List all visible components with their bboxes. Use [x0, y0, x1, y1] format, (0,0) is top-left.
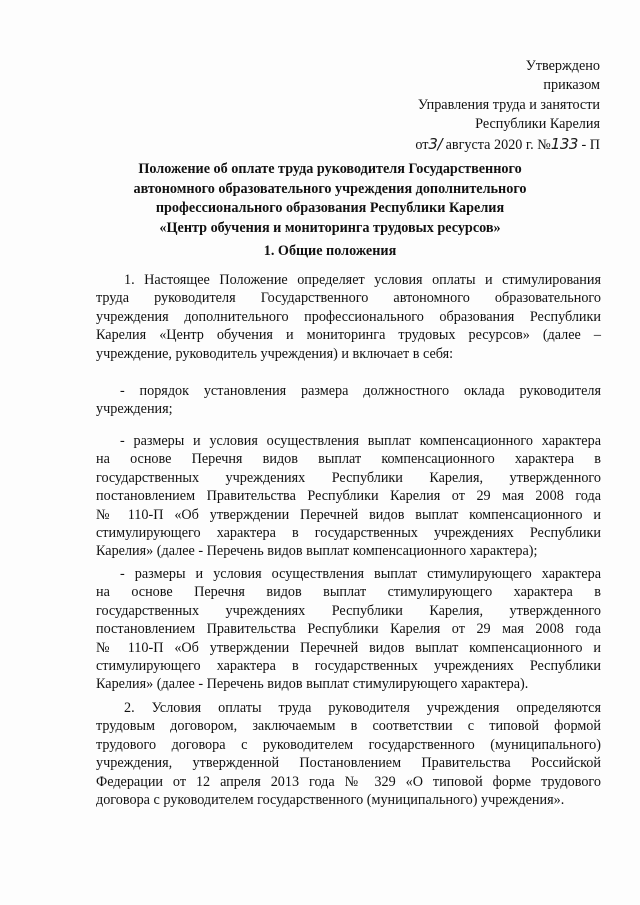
approval-line-order: приказом [543, 77, 600, 94]
paragraph-line: трудовым договором, заключаемым в соответствии с типовой формой [96, 718, 601, 735]
approval-line-date [415, 135, 600, 155]
paragraph-line: государственных учреждениях Республики Карелия, утвержденного [96, 469, 601, 486]
paragraph-line: стимулирующего характера в государственных учреждениях Республики [96, 658, 601, 675]
paragraph-line: учреждения, утвержденной Постановлением Правительства Российской [96, 755, 601, 772]
paragraph-line: Карелия» (далее - Перечень видов выплат компенсационного характера); [96, 543, 538, 560]
paragraph-3 [96, 432, 601, 561]
paragraph-line: на основе Перечня видов выплат стимулирующего характера в [96, 584, 601, 601]
paragraph-1 [96, 271, 601, 363]
paragraph-line: Карелия» (далее - Перечень видов выплат стимулирующего характера). [96, 676, 529, 693]
paragraph-line: учреждение, руководитель учреждения) и включает в себя: [96, 345, 454, 362]
date-prefix: от [415, 136, 429, 153]
paragraph-line: Федерации от 12 апреля 2013 года № 329 «О типовой форме трудового [96, 773, 601, 790]
paragraph-line: на основе Перечня видов выплат компенсационного характера в [96, 451, 601, 468]
date-rest: августа 2020 г. № [442, 136, 551, 153]
paragraph-line: Карелия «Центр обучения и мониторинга трудовых ресурсов» (далее – [96, 327, 601, 344]
section-heading: 1. Общие положения [263, 243, 397, 259]
paragraph-line: труда руководителя Государственного автономного образовательного [96, 290, 601, 307]
paragraph-line: стимулирующего характера в государственных учреждениях Республики [96, 525, 601, 542]
paragraph-line: - размеры и условия осуществления выплат компенсационного характера [120, 433, 601, 449]
paragraph-5 [96, 699, 601, 809]
title-line-2: автономного образовательного учреждения дополнительного [133, 180, 527, 197]
paragraph-line: № 110-П «Об утверждении Перечней видов выплат компенсационного и [96, 639, 601, 656]
paragraph-line: 1. Настоящее Положение определяет условия оплаты и стимулирования [124, 272, 601, 288]
paragraph-line: 2. Условия оплаты труда руководителя учреждения определяются [124, 700, 601, 716]
approval-line-republic: Республики Карелия [475, 116, 600, 133]
paragraph-line: постановлением Правительства Республики Карелия от 29 мая 2008 года [96, 621, 601, 638]
paragraph-4 [96, 565, 601, 694]
paragraph-2 [96, 382, 601, 419]
paragraph-line: договора с руководителем государственного (муниципального) учреждения». [96, 792, 565, 809]
handwritten-day: 3/ [428, 134, 443, 153]
order-suffix: - П [577, 136, 600, 153]
paragraph-line: № 110-П «Об утверждении Перечней видов выплат компенсационного и [96, 506, 601, 523]
approval-line-approved: Утверждено [525, 58, 600, 74]
approval-line-department: Управления труда и занятости [417, 96, 600, 113]
paragraph-line: трудового договора с руководителем государственного (муниципального) [96, 736, 601, 753]
paragraph-line: - размеры и условия осуществления выплат стимулирующего характера [120, 566, 601, 582]
title-line-1: Положение об оплате труда руководителя Государственного [138, 161, 522, 177]
title-line-3: профессионального образования Республики Карелия [155, 200, 505, 216]
paragraph-line: постановлением Правительства Республики Карелия от 29 мая 2008 года [96, 488, 601, 505]
paragraph-line: государственных учреждениях Республики Карелия, утвержденного [96, 602, 601, 619]
handwritten-order-number: 133 [550, 134, 578, 153]
title-line-4: «Центр обучения и мониторинга трудовых ресурсов» [159, 219, 501, 236]
paragraph-line: - порядок установления размера должностного оклада руководителя [120, 383, 601, 399]
approval-block [415, 57, 600, 155]
document-title [60, 160, 600, 238]
paragraph-line: учреждения; [96, 401, 173, 418]
paragraph-line: учреждения дополнительного профессионального образования Республики [96, 308, 601, 325]
